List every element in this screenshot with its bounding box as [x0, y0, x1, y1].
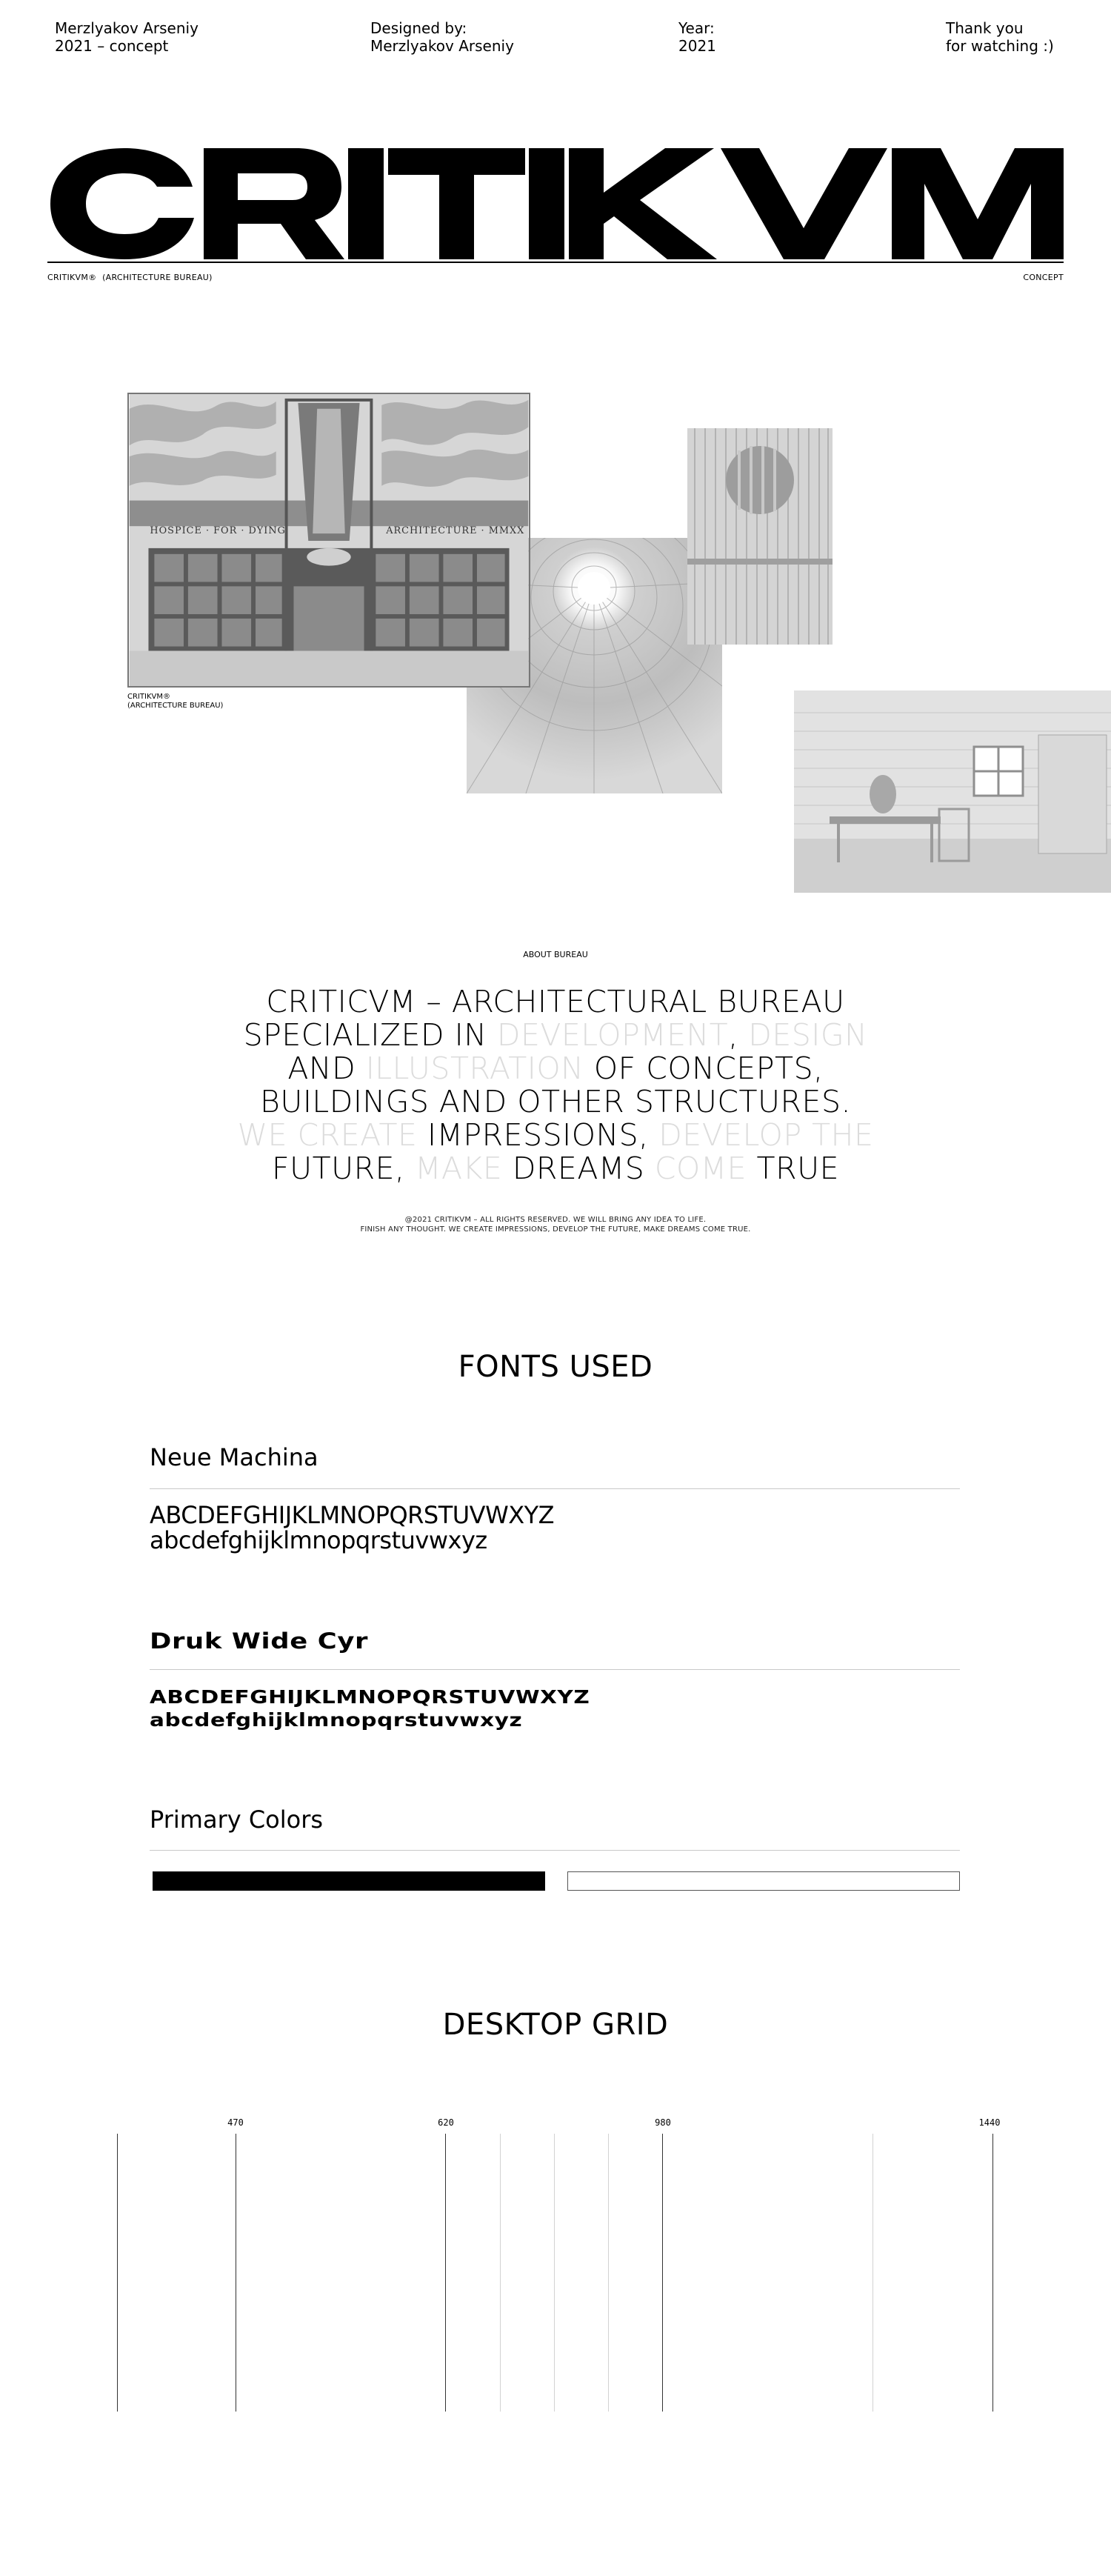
statement-text: DREAMS	[502, 1151, 655, 1186]
author-block	[55, 19, 198, 55]
font-secondary-name: Druk Wide Cyr	[150, 1628, 369, 1654]
statement-line	[185, 1019, 926, 1052]
legal-text	[0, 1215, 1111, 1234]
logo-letter-m	[892, 148, 1064, 259]
fonts-title: FONTS USED	[458, 1350, 653, 1384]
caption-note: (ARCHITECTURE BUREAU)	[127, 702, 224, 710]
plate-right-text: ARCHITECTURE · MMXX	[386, 525, 525, 537]
grid-label-980: 980	[655, 2117, 671, 2128]
statement-text: IMPRESSIONS,	[417, 1117, 659, 1153]
author-note: 2021 – concept	[55, 37, 169, 55]
thanks-line-2: for watching :)	[946, 37, 1054, 55]
font-secondary-divider	[150, 1669, 960, 1670]
logo-letter-r	[204, 148, 344, 259]
grid-line	[554, 2134, 555, 2412]
font-secondary-sample	[150, 1685, 590, 1731]
thanks-line-1: Thank you	[946, 19, 1024, 37]
logo-letter-t	[388, 148, 525, 259]
statement-text: BUILDINGS AND OTHER STRUCTURES.	[259, 1084, 852, 1119]
statement-line	[185, 1119, 926, 1152]
logo-letter-c	[47, 148, 199, 259]
statement-text: SPECIALIZED IN	[243, 1017, 497, 1053]
logo-wordmark	[47, 133, 1064, 259]
hospice-plate-image	[127, 393, 530, 688]
grid-line	[662, 2134, 663, 2412]
font-primary-lower: abcdefghijklmnopqrstuvwxyz	[150, 1526, 487, 1554]
font-secondary-lower: abcdefghijklmnopqrstuvwxyz	[150, 1709, 523, 1731]
designer-label: Designed by:	[370, 19, 467, 37]
swatch-white	[567, 1871, 960, 1891]
grid-label-470: 470	[227, 2117, 244, 2128]
statement-highlight: DESIGN	[748, 1017, 868, 1053]
logo-letter-i	[348, 148, 384, 259]
about-label: ABOUT BUREAU	[523, 950, 588, 959]
grid-title: DESKTOP GRID	[442, 2008, 669, 2042]
statement-highlight: DEVELOPMENT	[496, 1017, 729, 1053]
font-primary-name: Neue Machina	[150, 1443, 318, 1471]
font-primary-sample	[150, 1502, 554, 1553]
year-block	[678, 19, 716, 55]
legal-line-1: @2021 CRITIKVM – ALL RIGHTS RESERVED. WE WILL BRING ANY IDEA TO LIFE.	[404, 1216, 707, 1224]
interior-sketch-image	[794, 690, 1111, 893]
statement-highlight: DEVELOP THE	[658, 1117, 874, 1153]
statement-text: OF CONCEPTS,	[584, 1051, 824, 1086]
artwork-caption	[127, 693, 223, 710]
grid-line	[608, 2134, 609, 2412]
statement-highlight: WE CREATE	[237, 1117, 418, 1153]
grid-line	[992, 2134, 993, 2412]
colors-divider	[150, 1850, 960, 1851]
wood-texture-image	[687, 428, 833, 645]
about-statement	[185, 985, 926, 1185]
statement-text: TRUE	[747, 1151, 839, 1186]
statement-line	[185, 985, 926, 1019]
author-name: Merzlyakov Arseniy	[55, 19, 198, 37]
statement-highlight: MAKE	[415, 1151, 503, 1186]
statement-text: FUTURE,	[272, 1151, 416, 1186]
grid-line	[445, 2134, 446, 2412]
brand-note: (ARCHITECTURE BUREAU)	[102, 273, 213, 282]
grid-line	[500, 2134, 501, 2412]
font-primary-divider	[150, 1488, 960, 1489]
year-value: 2021	[678, 37, 716, 55]
year-label: Year:	[678, 19, 715, 37]
logo-letter-i	[529, 148, 564, 259]
logo-letter-k	[569, 148, 717, 259]
colors-title: Primary Colors	[150, 1805, 324, 1834]
grid-label-620: 620	[438, 2117, 454, 2128]
grid-line	[117, 2134, 118, 2412]
legal-line-2: FINISH ANY THOUGHT. WE CREATE IMPRESSIONS, DEVELOP THE FUTURE, MAKE DREAMS COME TRUE.	[360, 1225, 751, 1234]
font-secondary-upper: ABCDEFGHIJKLMNOPQRSTUVWXYZ	[150, 1686, 590, 1708]
statement-text: ,	[728, 1017, 749, 1053]
statement-line	[185, 1152, 926, 1185]
logo-letter-v	[721, 148, 887, 259]
thanks-block	[946, 19, 1054, 55]
logo-divider	[47, 262, 1064, 263]
designer-name: Merzlyakov Arseniy	[370, 37, 514, 55]
logo-brand-line	[47, 273, 213, 282]
caption-brand: CRITIKVM®	[127, 693, 170, 701]
statement-highlight: COME	[654, 1151, 747, 1186]
brand-name: CRITIKVM®	[47, 273, 97, 282]
concept-tag: CONCEPT	[1023, 273, 1064, 282]
font-primary-upper: ABCDEFGHIJKLMNOPQRSTUVWXYZ	[150, 1501, 555, 1529]
plate-left-text: HOSPICE · FOR · DYING	[150, 525, 286, 537]
swatch-black	[153, 1871, 545, 1891]
statement-line	[185, 1052, 926, 1085]
grid-label-1440: 1440	[978, 2117, 1001, 2128]
statement-text: AND	[287, 1051, 366, 1086]
statement-highlight: ILLUSTRATION	[365, 1051, 584, 1086]
designer-block	[370, 19, 514, 55]
statement-line	[185, 1085, 926, 1119]
statement-text: CRITICVM – ARCHITECTURAL BUREAU	[266, 984, 845, 1019]
